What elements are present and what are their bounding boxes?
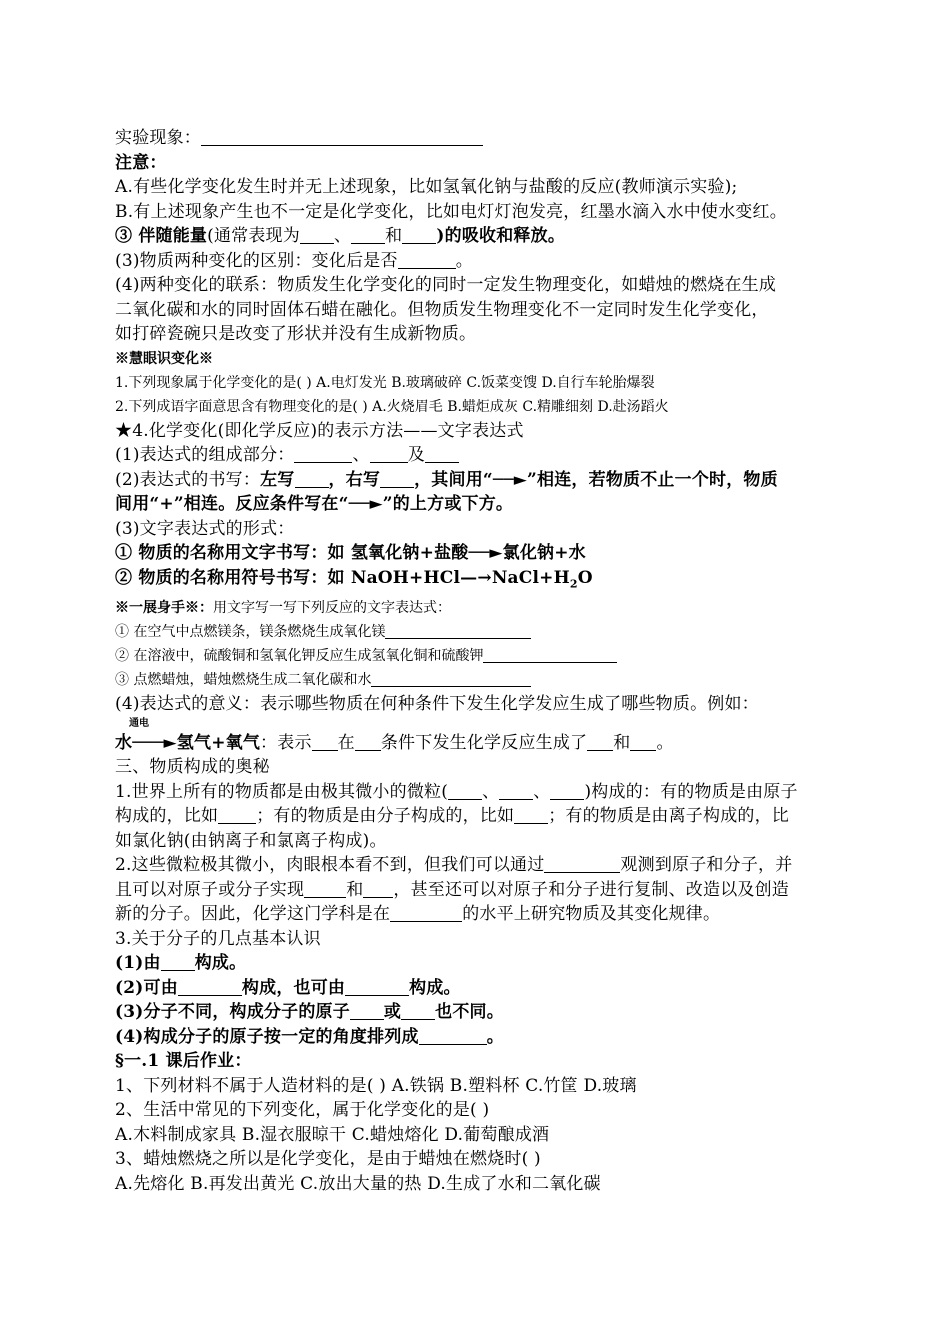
difference-text: (3)物质两种变化的区别：变化后是否 [115, 250, 398, 271]
condition-label: 通电 [129, 717, 149, 729]
separator: 、 [352, 445, 370, 465]
answer-blank[interactable] [514, 806, 548, 824]
answer-blank[interactable] [351, 226, 385, 244]
period: 。 [455, 250, 473, 271]
answer-blank[interactable] [350, 1002, 384, 1020]
writing-text: (2)表达式的书写： [115, 469, 261, 490]
line-observe [115, 853, 845, 878]
practice-text: 用文字写一写下列反应的文字表达式： [213, 600, 451, 617]
meaning-text: ：表示 [260, 732, 312, 753]
line-components [115, 443, 845, 468]
note-heading: 注意： [115, 152, 167, 173]
answer-blank[interactable] [355, 733, 381, 751]
answer-blank[interactable] [425, 445, 459, 463]
answer-blank[interactable] [370, 445, 408, 463]
form-symbol-text: ② 物质的名称用符号书写：如 NaOH+HCl [115, 567, 461, 588]
answer-blank[interactable] [550, 782, 584, 800]
period: 。 [656, 732, 674, 753]
practice-item-2 [115, 644, 845, 668]
manipulate-tail: ，甚至还可以对原子和分子进行复制、改造以及创造 [393, 879, 790, 900]
form-word-product: 氯化钠+水 [502, 543, 586, 563]
section-identify-changes: ※慧眼识变化※ [115, 350, 213, 367]
relation-line-1: (4)两种变化的联系：物质发生化学变化的同时一定发生物理变化，如蜡烛的燃烧在生成 [115, 275, 777, 295]
note-b: B.有上述现象产生也不一定是化学变化，比如电灯灯泡发亮，红墨水滴入水中使水变红。 [115, 201, 787, 222]
practice-text-1: ① 在空气中点燃镁条，镁条燃烧生成氧化镁 [115, 624, 386, 641]
form-word-example [115, 541, 845, 566]
energy-title: ③ 伴随能量 [115, 226, 208, 246]
homework-question-1: 1、下列材料不属于人造材料的是( ) A.铁锅 B.塑料杯 C.竹筐 D.玻璃 [115, 1075, 637, 1096]
answer-blank[interactable] [304, 880, 346, 898]
practice-title: ※一展身手※： [115, 600, 213, 617]
answer-blank[interactable] [161, 953, 195, 971]
point-2-tail: 构成。 [409, 977, 461, 998]
line-observe-3 [115, 902, 845, 927]
point-1-tail: 构成。 [194, 953, 247, 974]
electrolysis-products: 氢气+氧气 [176, 732, 261, 753]
answer-blank[interactable] [544, 855, 620, 873]
atom-example-text: 构成的，比如 [115, 806, 219, 827]
answer-blank[interactable] [587, 733, 613, 751]
answer-blank[interactable] [371, 671, 531, 687]
point-2-middle: 构成，也可由 [241, 977, 346, 998]
practice-item-1 [115, 620, 845, 644]
answer-blank[interactable] [483, 647, 617, 663]
line-particles-3: 如氯化钠(由钠离子和氯离子构成)。 [115, 830, 387, 851]
practice-item-3 [115, 668, 845, 692]
homework-options-2: A.木料制成家具 B.湿衣服晾干 C.蜡烛熔化 D.葡萄酿成酒 [115, 1124, 550, 1145]
chemistry-level-text: 新的分子。因此，化学这门学科是在 [115, 904, 391, 925]
line-practice [115, 596, 845, 620]
question-1: 1.下列现象属于化学变化的是( ) A.电灯发光 B.玻璃破碎 C.饭菜变馊 D.自行车轮胎爆裂 [115, 374, 655, 391]
energy-tail: )的吸收和释放。 [436, 226, 566, 246]
arrow-icon: ──► [492, 469, 528, 490]
water-label: 水 [115, 732, 133, 753]
separator: 、 [333, 226, 352, 246]
worksheet-page [115, 126, 845, 1196]
manipulate-text: 且可以对原子或分子实现 [115, 879, 305, 900]
answer-blank[interactable] [295, 470, 329, 488]
label-experiment-phenomenon: 实验现象： [115, 128, 201, 148]
arrow-icon: ───► [132, 732, 177, 753]
line-difference [115, 249, 845, 274]
conjunction: 及 [407, 445, 425, 465]
answer-blank[interactable] [390, 904, 462, 922]
connector-text: ，其间用“ [414, 469, 493, 490]
molecule-point-3 [115, 1000, 845, 1025]
homework-options-3: A.先熔化 B.再发出黄光 C.放出大量的热 D.生成了水和二氧化碳 [115, 1173, 601, 1194]
observe-text: 2.这些微粒极其微小，肉眼根本看不到，但我们可以通过 [115, 855, 545, 876]
answer-blank[interactable] [178, 978, 242, 996]
point-3-text: (3)分子不同，构成分子的原子 [115, 1002, 350, 1023]
answer-blank[interactable] [363, 880, 393, 898]
relation-line-2: 二氧化碳和水的同时固体石蜡在融化。但物质发生物理变化不一定同时发生化学变化， [115, 299, 769, 320]
conjunction: 或 [383, 1002, 402, 1023]
point-3-tail: 也不同。 [435, 1002, 504, 1023]
plus-rule: 间用“+”相连。反应条件写在“ [115, 494, 349, 514]
practice-text-2: ② 在溶液中，硫酸铜和氢氧化钾反应生成氢氧化铜和硫酸钾 [115, 648, 484, 665]
line-writing-rule-2 [115, 492, 845, 517]
answer-blank[interactable] [499, 782, 533, 800]
answer-blank[interactable] [380, 470, 414, 488]
separator: 、 [533, 781, 551, 802]
line-forms: (3)文字表达式的形式： [115, 518, 295, 539]
condition-rule: ”的上方或下方。 [382, 494, 514, 514]
answer-blank[interactable] [448, 782, 482, 800]
left-write: 左写 [260, 469, 295, 490]
point-1-text: (1)由 [115, 953, 161, 974]
conjunction: 和 [346, 879, 364, 900]
form-symbol-product: NaCl+H [491, 567, 570, 588]
answer-blank[interactable] [345, 978, 409, 996]
answer-blank[interactable] [398, 251, 456, 269]
note-a: A.有些化学变化发生时并无上述现象，比如氢氧化钠与盐酸的反应(教师演示实验); [115, 177, 738, 197]
point-2-text: (2)可由 [115, 977, 178, 998]
line-writing-rule [115, 468, 845, 493]
generate-text: 条件下发生化学反应生成了 [380, 732, 588, 753]
conjunction: 和 [613, 732, 631, 753]
at-text: 在 [337, 732, 355, 753]
practice-text-3: ③ 点燃蜡烛，蜡烛燃烧生成二氧化碳和水 [115, 672, 372, 689]
observe-tail: 观测到原子和分子，并 [620, 855, 793, 876]
relation-line-3: 如打碎瓷碗只是改变了形状并没有生成新物质。 [115, 324, 477, 344]
line-particles-2 [115, 804, 845, 829]
molecule-point-2 [115, 976, 845, 1001]
conjunction: 和 [385, 226, 403, 246]
section-molecule-basics: 3.关于分子的几点基本认识 [115, 928, 321, 949]
period: 。 [486, 1026, 504, 1047]
ion-example-text: ；有的物质是由离子构成的，比 [548, 806, 790, 827]
right-write: ，右写 [328, 469, 381, 490]
answer-blank[interactable] [402, 226, 436, 244]
line-energy [115, 224, 845, 249]
section-word-equation: ★4.化学变化(即化学反应)的表示方法——文字表达式 [115, 420, 524, 441]
form-word-text: ① 物质的名称用文字书写：如 氢氧化钠+盐酸 [115, 543, 469, 563]
answer-blank[interactable] [401, 1002, 435, 1020]
line-experiment-phenomenon [115, 126, 845, 151]
answer-blank[interactable] [312, 733, 338, 751]
line-observe-2 [115, 878, 845, 903]
answer-blank[interactable] [294, 445, 352, 463]
subscript-2: 2 [569, 576, 578, 590]
homework-question-3: 3、蜡烛燃烧之所以是化学变化，是由于蜡烛在燃烧时( ) [115, 1149, 541, 1170]
line-particles [115, 780, 845, 805]
particles-tail: )构成的：有的物质是由原子 [584, 781, 798, 802]
components-text: (1)表达式的组成部分： [115, 445, 295, 465]
writing-tail: ”相连，若物质不止一个时，物质 [527, 469, 778, 490]
answer-blank[interactable] [630, 733, 656, 751]
separator: 、 [482, 781, 500, 802]
section-homework: §一.1 课后作业： [115, 1051, 252, 1072]
answer-blank[interactable] [218, 806, 256, 824]
molecule-point-1 [115, 951, 845, 976]
question-2: 2.下列成语字面意思含有物理变化的是( ) A.火烧眉毛 B.蜡炬成灰 C.精雕细刻 D.赴汤蹈火 [115, 398, 669, 415]
energy-text: (通常表现为 [207, 226, 300, 246]
molecule-point-4 [115, 1025, 845, 1050]
homework-question-2: 2、生活中常见的下列变化，属于化学变化的是( ) [115, 1100, 490, 1121]
form-symbol-example [115, 566, 845, 597]
chemistry-level-tail: 的水平上研究物质及其变化规律。 [462, 904, 721, 925]
line-electrolysis [115, 731, 845, 756]
answer-blank[interactable] [419, 1027, 487, 1045]
line-meaning: (4)表达式的意义：表示哪些物质在何种条件下发生化学发应生成了哪些物质。例如： [115, 694, 759, 715]
arrow-icon: ──► [348, 494, 383, 514]
answer-blank[interactable] [201, 128, 483, 146]
oxygen-symbol: O [577, 567, 593, 588]
point-4-text: (4)构成分子的原子按一定的角度排列成 [115, 1026, 419, 1047]
particles-text: 1.世界上所有的物质都是由极其微小的微粒( [115, 781, 449, 802]
arrow-icon: —→ [460, 567, 492, 588]
answer-blank[interactable] [385, 623, 531, 639]
answer-blank[interactable] [300, 226, 334, 244]
molecule-example-text: ；有的物质是由分子构成的，比如 [256, 806, 515, 827]
section-matter-structure: 三、物质构成的奥秘 [115, 757, 270, 778]
arrow-icon: ──► [468, 543, 503, 563]
